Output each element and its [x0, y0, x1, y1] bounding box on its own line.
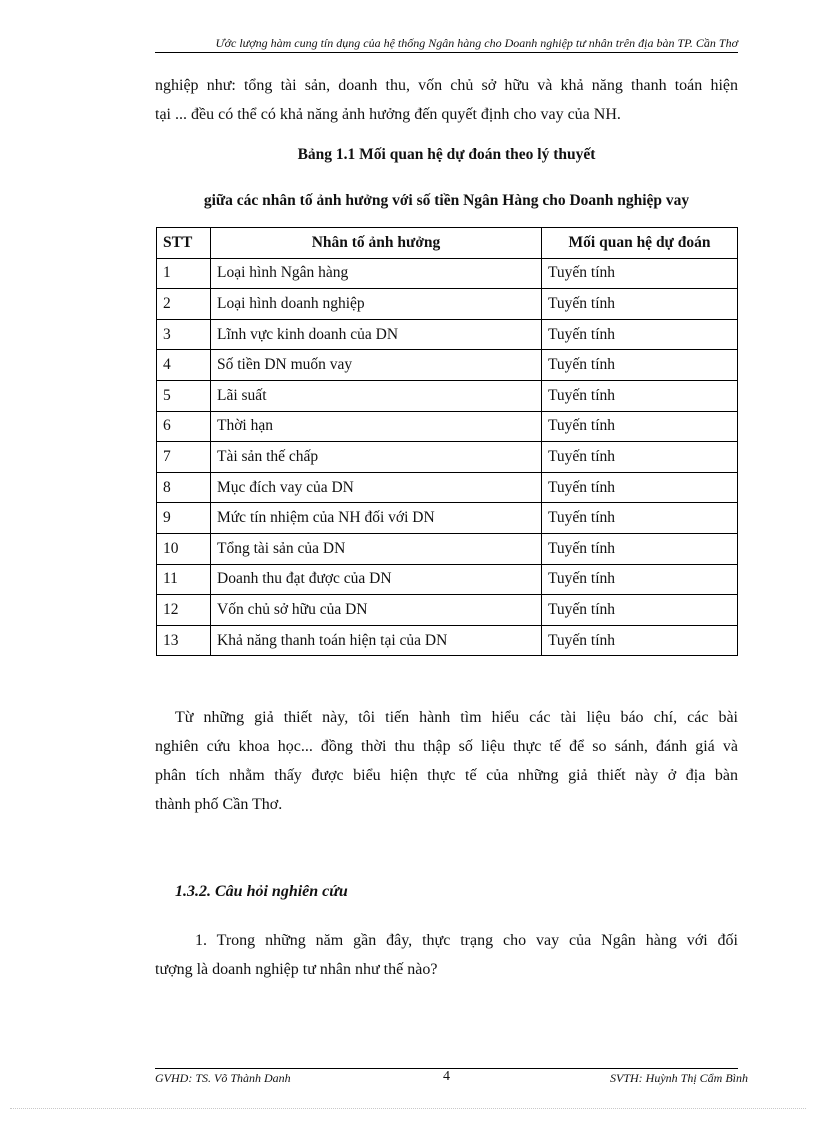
row-factor: Loại hình Ngân hàng	[211, 258, 542, 289]
row-stt: 9	[157, 503, 211, 534]
row-relationship: Tuyến tính	[542, 472, 738, 503]
row-factor: Thời hạn	[211, 411, 542, 442]
row-factor: Khả năng thanh toán hiện tại của DN	[211, 625, 542, 656]
row-relationship: Tuyến tính	[542, 533, 738, 564]
running-header-text: Ước lượng hàm cung tín dụng của hệ thống Ngân hàng cho Doanh nghiệp tư nhân trên địa bàn TP. Cần Thơ	[215, 36, 738, 50]
section-title: 1.3.2. Câu hỏi nghiên cứu	[175, 883, 348, 900]
table-row	[157, 503, 738, 534]
row-relationship: Tuyến tính	[542, 564, 738, 595]
row-stt: 2	[157, 289, 211, 320]
header-stt: STT	[157, 228, 211, 259]
row-stt: 13	[157, 625, 211, 656]
row-factor: Doanh thu đạt được của DN	[211, 564, 542, 595]
row-stt: 12	[157, 595, 211, 626]
row-relationship: Tuyến tính	[542, 625, 738, 656]
body-line-2: nghiên cứu khoa học... đồng thời thu thập số liệu thực tế để so sánh, đánh giá và	[155, 738, 738, 755]
table-row	[157, 319, 738, 350]
intro-line-1: nghiệp như: tổng tài sản, doanh thu, vốn chủ sở hữu và khả năng thanh toán hiện	[155, 77, 738, 94]
table-row	[157, 442, 738, 473]
row-factor: Mức tín nhiệm của NH đối với DN	[211, 503, 542, 534]
body-line-1: Từ những giả thiết này, tôi tiến hành tìm hiểu các tài liệu báo chí, các bài	[175, 709, 738, 726]
footer-student: SVTH: Huỳnh Thị Cẩm Bình	[610, 1071, 748, 1085]
table-caption-line-1: Bảng 1.1 Mối quan hệ dự đoán theo lý thuyết	[297, 146, 596, 163]
question-paragraph	[155, 926, 738, 984]
row-relationship: Tuyến tính	[542, 595, 738, 626]
row-factor: Tổng tài sản của DN	[211, 533, 542, 564]
table-body	[157, 258, 738, 656]
row-factor: Loại hình doanh nghiệp	[211, 289, 542, 320]
body-paragraph	[155, 703, 738, 819]
row-stt: 10	[157, 533, 211, 564]
row-factor: Vốn chủ sở hữu của DN	[211, 595, 542, 626]
table-row	[157, 533, 738, 564]
table-row	[157, 595, 738, 626]
row-relationship: Tuyến tính	[542, 411, 738, 442]
row-stt: 8	[157, 472, 211, 503]
row-relationship: Tuyến tính	[542, 350, 738, 381]
row-stt: 6	[157, 411, 211, 442]
row-relationship: Tuyến tính	[542, 289, 738, 320]
page-bottom-edge	[10, 1108, 806, 1109]
table-row	[157, 289, 738, 320]
running-header	[155, 34, 738, 53]
row-stt: 7	[157, 442, 211, 473]
table-row	[157, 564, 738, 595]
table-row	[157, 350, 738, 381]
row-factor: Tài sản thế chấp	[211, 442, 542, 473]
row-relationship: Tuyến tính	[542, 503, 738, 534]
header-relationship: Mối quan hệ dự đoán	[542, 228, 738, 259]
row-stt: 5	[157, 380, 211, 411]
question-line-2: tượng là doanh nghiệp tư nhân như thế nào?	[155, 961, 438, 978]
table-row	[157, 411, 738, 442]
row-stt: 3	[157, 319, 211, 350]
row-stt: 4	[157, 350, 211, 381]
row-factor: Lãi suất	[211, 380, 542, 411]
row-factor: Lĩnh vực kinh doanh của DN	[211, 319, 542, 350]
intro-line-2: tại ... đều có thể có khả năng ảnh hưởng đến quyết định cho vay của NH.	[155, 106, 621, 123]
row-relationship: Tuyến tính	[542, 258, 738, 289]
footer-page-number: 4	[443, 1069, 450, 1084]
body-line-4: thành phố Cần Thơ.	[155, 796, 283, 813]
footer-advisor: GVHD: TS. Võ Thành Danh	[155, 1071, 291, 1085]
table-row	[157, 380, 738, 411]
table-caption-line-2: giữa các nhân tố ảnh hưởng với số tiền Ngân Hàng cho Doanh nghiệp vay	[203, 192, 690, 209]
row-relationship: Tuyến tính	[542, 442, 738, 473]
table-header-row	[157, 228, 738, 259]
row-factor: Số tiền DN muốn vay	[211, 350, 542, 381]
row-stt: 11	[157, 564, 211, 595]
body-line-3: phân tích nhằm thấy được biểu hiện thực tế của những giả thiết này ở địa bàn	[155, 767, 738, 784]
question-line-1: 1. Trong những năm gần đây, thực trạng cho vay của Ngân hàng với đối	[195, 932, 738, 949]
table-row	[157, 472, 738, 503]
row-factor: Mục đích vay của DN	[211, 472, 542, 503]
table-row	[157, 258, 738, 289]
row-relationship: Tuyến tính	[542, 380, 738, 411]
row-stt: 1	[157, 258, 211, 289]
factors-table	[156, 227, 738, 656]
intro-paragraph	[155, 71, 738, 129]
row-relationship: Tuyến tính	[542, 319, 738, 350]
header-factor: Nhân tố ảnh hưởng	[211, 228, 542, 259]
table-row	[157, 625, 738, 656]
